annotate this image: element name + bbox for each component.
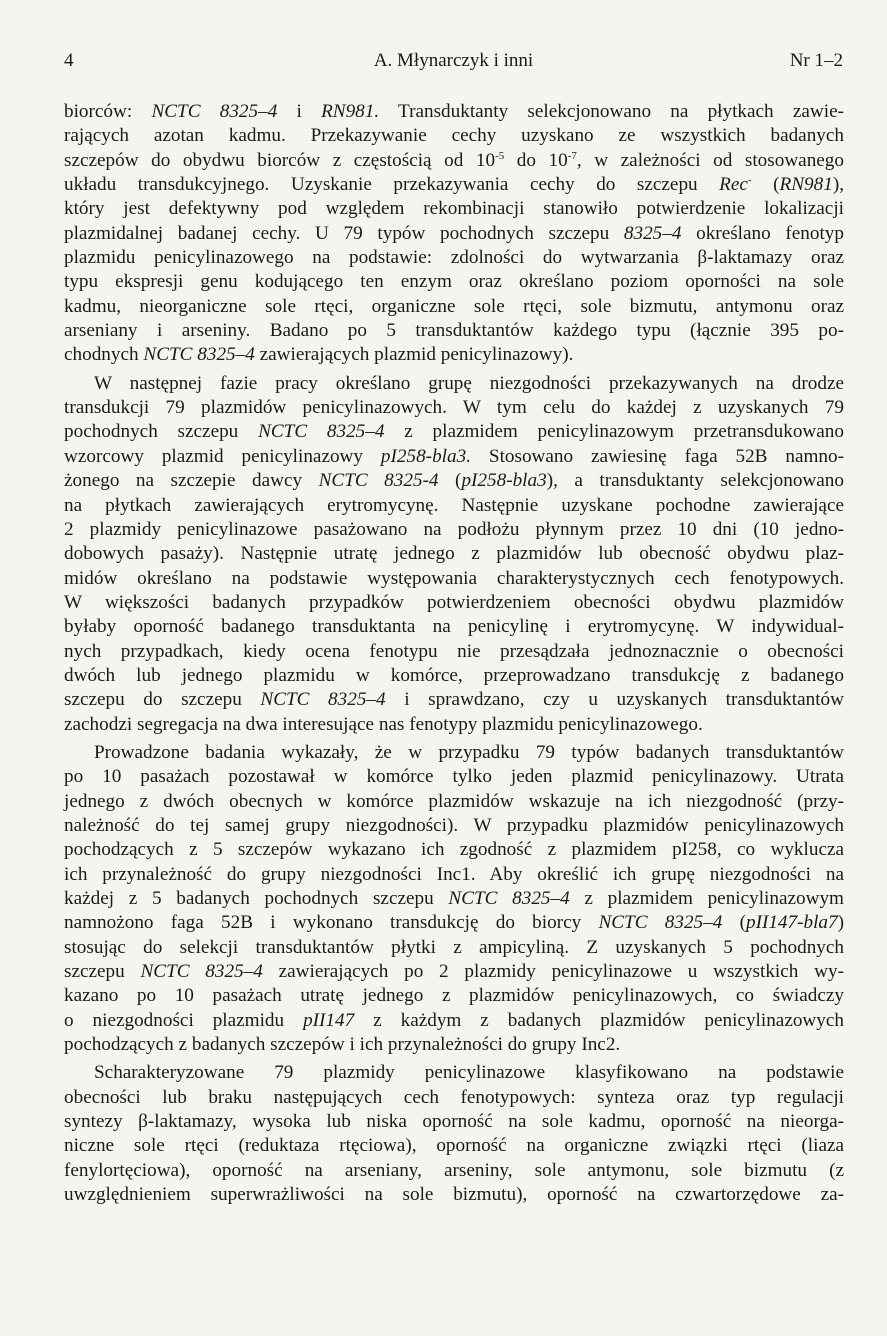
text-run: pochodnych szczepu — [64, 421, 259, 443]
text-run: o niezgodności plazmidu — [64, 1009, 304, 1031]
text-line — [64, 713, 844, 737]
text-line — [64, 790, 844, 814]
italic-term: RN981. — [321, 101, 380, 122]
text-run: niczne sole rtęci (reduktaza rtęciowa), oporność na organiczne związki rtęci (liaza — [64, 1135, 844, 1157]
text-run: ), a transduktanty selekcjonowano — [546, 470, 844, 492]
text-line — [64, 1134, 844, 1158]
italic-term: pII147 — [303, 1009, 355, 1031]
text-run: stosując do selekcji transduktantów płytki z ampicyliną. Z uzyskanych 5 pochodnych — [64, 936, 844, 958]
text-run: z plazmidem penicylinazowym przetransdukowano — [384, 421, 844, 443]
text-run: należność do tej samej grupy niezgodności). W przypadku plazmidów penicylinazowych — [64, 814, 844, 836]
italic-term: RN981 — [779, 174, 833, 196]
italic-term: NCTC 8325–4 — [143, 344, 255, 366]
journal-issue-number: Nr 1–2 — [789, 50, 843, 71]
text-run: dwóch lub jednego plazmidu w komórce, przeprowadzano transdukcję z badanego — [64, 664, 844, 686]
superscript: -5 — [495, 149, 505, 162]
text-run: na płytkach zawierających erytromycynę. Następnie uzyskane pochodne zawierające — [64, 494, 844, 516]
text-line — [64, 246, 844, 270]
text-run: W większości badanych przypadków potwierdzeniem obecności obydwu plazmidów — [64, 591, 844, 613]
text-run: nych przypadkach, kiedy ocena fenotypu nie przesądzała jednoznacznie o obecności — [64, 640, 844, 662]
text-run: Prowadzone badania wykazały, że w przypadku 79 typów badanych transduktantów — [94, 741, 844, 763]
text-run: ( — [438, 470, 462, 492]
text-run: szczepu — [64, 961, 141, 983]
text-run: kazano po 10 pasażach utratę jednego z plazmidów penicylinazowych, co świadczy — [64, 985, 844, 1007]
text-line — [64, 372, 844, 396]
italic-term: pI258-bla3 — [461, 470, 547, 492]
text-line — [64, 1033, 844, 1057]
text-run: dobowych pasaży). Następnie utratę jednego z plazmidów lub obecność obydwu plaz- — [64, 543, 844, 565]
text-run: żonego na szczepie dawcy — [64, 470, 319, 492]
italic-term: pI258-bla3. — [380, 445, 471, 467]
text-run: syntezy β-laktamazy, wysoka lub niska oporność na sole kadmu, oporność na nieorga- — [64, 1111, 844, 1133]
paragraph — [64, 1061, 844, 1207]
text-line — [64, 222, 844, 246]
text-run: ( — [722, 912, 746, 934]
text-run: typu ekspresji genu kodującego ten enzym oraz określano poziom oporności na sole — [64, 271, 844, 293]
text-run: plazmidalnej badanej cechy. U 79 typów pochodnych szczepu — [64, 222, 624, 244]
text-run: szczepów do obydwu biorców z częstością od 10 — [64, 149, 496, 171]
text-run: wzorcowy plazmid penicylinazowy — [64, 445, 381, 467]
text-line — [64, 542, 844, 566]
text-line — [64, 149, 844, 173]
text-line — [64, 591, 844, 615]
text-run: namnożono faga 52B i wykonano transdukcję do biorcy — [64, 912, 599, 934]
running-header — [64, 46, 843, 76]
text-line — [64, 887, 844, 911]
text-run: po 10 pasażach pozostawał w komórce tylko jeden plazmid penicylinazowy. Utrata — [64, 766, 844, 788]
italic-term: NCTC 8325–4 — [260, 689, 386, 711]
text-line — [64, 615, 844, 639]
text-run: określano fenotyp — [681, 222, 844, 244]
running-head-authors: A. Młynarczyk i inni — [373, 50, 534, 71]
text-line — [64, 100, 844, 124]
text-line — [64, 863, 844, 887]
text-run: ich przynależność do grupy niezgodności Inc1. Aby określić ich grupę niezgodności na — [64, 863, 844, 885]
text-line — [64, 197, 844, 221]
text-line — [64, 124, 844, 148]
text-line — [64, 420, 844, 444]
text-line — [64, 1159, 844, 1183]
text-run: W następnej fazie pracy określano grupę niezgodności przekazywanych na drodze — [94, 372, 844, 394]
text-line — [64, 984, 844, 1008]
text-line — [64, 567, 844, 591]
italic-term: 8325–4 — [623, 222, 682, 244]
text-run: byłaby oporność badanego transduktanta na penicylinę i erytromycynę. W indywidual- — [64, 616, 844, 638]
paragraph — [64, 372, 844, 737]
text-run: do 10 — [504, 149, 568, 171]
text-line — [64, 960, 844, 984]
text-line — [64, 494, 844, 518]
text-line — [64, 1183, 844, 1207]
text-run: i — [277, 101, 322, 122]
text-line — [64, 518, 844, 542]
text-run: i sprawdzano, czy u uzyskanych transduktantów — [385, 689, 844, 711]
text-run: zawierających plazmid penicylinazowy). — [254, 344, 574, 366]
text-run: Stosowano zawiesinę faga 52B namno- — [471, 445, 844, 467]
italic-term: pII147-bla7 — [745, 912, 838, 934]
text-run: chodnych — [64, 344, 144, 366]
text-run: rających azotan kadmu. Przekazywanie cechy uzyskano ze wszystkich badanych — [64, 125, 844, 147]
text-run: zachodzi segregacja na dwa interesujące nas fenotypy plazmidu penicylinazowego. — [64, 713, 703, 735]
paragraph — [64, 741, 844, 1057]
text-line — [64, 1061, 844, 1085]
text-line — [64, 469, 844, 493]
text-run: który jest defektywny pod względem rekombinacji stanowiło potwierdzenie lokalizacji — [64, 198, 844, 220]
text-run: każdej z 5 badanych pochodnych szczepu — [64, 888, 449, 909]
italic-term: NCTC 8325–4 — [258, 421, 385, 443]
text-line — [64, 445, 844, 469]
text-run: jednego z dwóch obecnych w komórce plazmidów wskazuje na ich niezgodność (przy- — [64, 790, 844, 812]
text-run: transdukcji 79 plazmidów penicylinazowych. W tym celu do każdej z uzyskanych 79 — [64, 397, 844, 419]
text-run: ) — [837, 912, 845, 934]
italic-term: NCTC 8325–4 — [448, 888, 570, 909]
superscript: - — [747, 174, 752, 187]
text-run: Transduktanty selekcjonowano na płytkach zawie- — [379, 101, 844, 122]
text-run: pochodzących z badanych szczepów i ich przynależności do grupy Inc2. — [64, 1034, 621, 1056]
text-line — [64, 343, 844, 367]
text-line — [64, 765, 844, 789]
text-line — [64, 814, 844, 838]
text-line — [64, 838, 844, 862]
text-run: obecności lub braku następujących cech fenotypowych: synteza oraz typ regulacji — [64, 1086, 844, 1108]
text-run: midów określano na podstawie występowania charakterystycznych cech fenotypowych. — [64, 567, 844, 589]
text-run: ), — [832, 174, 845, 196]
article-body — [64, 100, 844, 1207]
text-line — [64, 295, 844, 319]
text-run: biorców: — [64, 101, 152, 122]
superscript: -7 — [567, 149, 577, 162]
text-run: , w zależności od stosowanego — [576, 149, 844, 171]
text-run: arseniany i arseniny. Badano po 5 transduktantów każdego typu (łącznie 395 po- — [64, 320, 844, 342]
text-run: plazmidu penicylinazowego na podstawie: zdolności do wytwarzania β-laktamazy oraz — [64, 247, 844, 269]
text-run: fenylortęciowa), oporność na arseniany, arseniny, sole antymonu, sole bizmutu (z — [64, 1159, 844, 1181]
text-line — [64, 1009, 844, 1033]
text-line — [64, 270, 844, 294]
text-line — [64, 688, 844, 712]
text-line — [64, 319, 844, 343]
page-number: 4 — [64, 50, 74, 71]
text-line — [64, 173, 844, 197]
text-run: Scharakteryzowane 79 plazmidy penicylinazowe klasyfikowano na podstawie — [94, 1062, 844, 1084]
paragraph — [64, 100, 844, 368]
italic-term: NCTC 8325–4 — [140, 961, 263, 983]
text-line — [64, 1110, 844, 1134]
text-run: pochodzących z 5 szczepów wykazano ich zgodność z plazmidem pI258, co wyklucza — [64, 839, 844, 861]
text-run: szczepu do szczepu — [64, 689, 261, 711]
text-run: uwzględnieniem superwrażliwości na sole bizmutu), oporność na czwartorzędowe za- — [64, 1184, 844, 1206]
text-line — [64, 640, 844, 664]
text-line — [64, 741, 844, 765]
text-run: ( — [751, 174, 780, 196]
text-run: z każdym z badanych plazmidów penicylinazowych — [354, 1009, 844, 1031]
text-run: 2 plazmidy penicylinazowe pasażowano na podłożu płynnym przez 10 dni (10 jedno- — [64, 518, 844, 540]
text-run: kadmu, nieorganiczne sole rtęci, organiczne sole rtęci, sole bizmutu, antymonu oraz — [64, 295, 844, 317]
italic-term: NCTC 8325-4 — [318, 470, 439, 492]
text-line — [64, 396, 844, 420]
text-run: układu transdukcyjnego. Uzyskanie przekazywania cechy do szczepu — [64, 174, 720, 196]
italic-term: NCTC 8325–4 — [598, 912, 723, 934]
text-run: z plazmidem penicylinazowym — [569, 888, 844, 909]
text-line — [64, 664, 844, 688]
italic-term: Rec — [719, 174, 748, 196]
text-line — [64, 1086, 844, 1110]
text-line — [64, 936, 844, 960]
text-line — [64, 911, 844, 935]
text-run: zawierających po 2 plazmidy penicylinazowe u wszystkich wy- — [262, 961, 844, 983]
italic-term: NCTC 8325–4 — [151, 101, 278, 122]
